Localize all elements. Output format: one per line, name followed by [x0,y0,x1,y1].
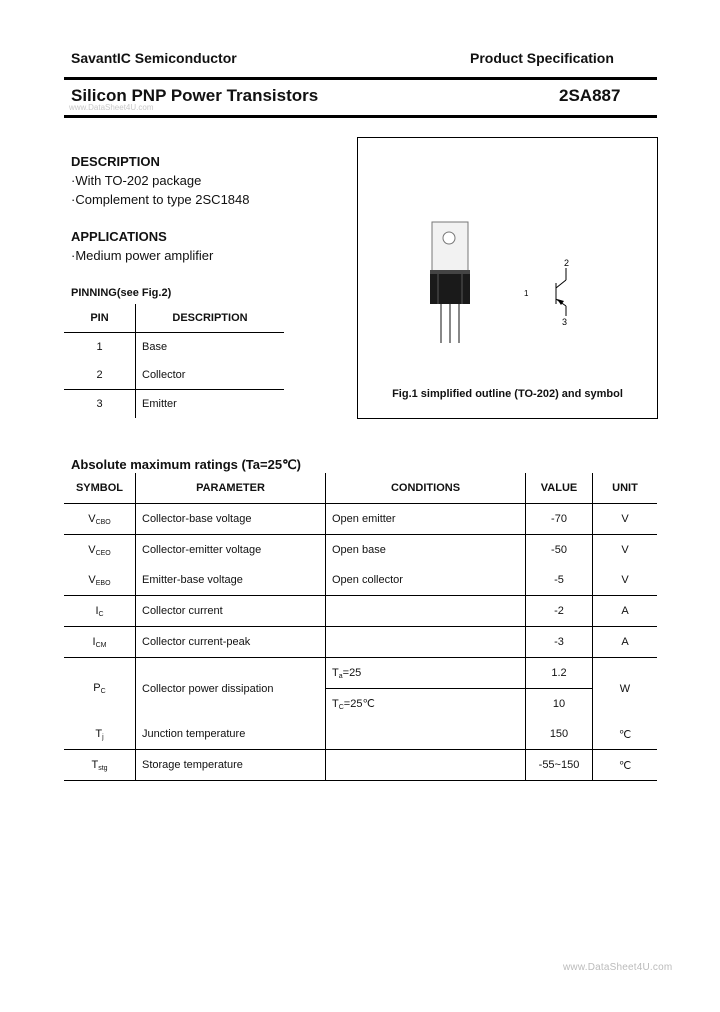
doc-type: Product Specification [470,50,614,66]
table-row [64,535,657,566]
symbol-cell: $V_{EBO}$ [64,565,136,596]
symbol-cell: $I_{CM}$ [64,627,136,658]
parameter-col-header: PARAMETER [136,473,326,504]
unit-cell: V [621,544,629,556]
table-row [64,565,657,596]
conditions-cell: Open emitter [326,504,526,535]
part-number: 2SA887 [559,86,621,105]
parameter-cell: Storage temperature [136,750,326,781]
conditions-cell [326,719,526,750]
description-heading: DESCRIPTION [71,154,160,169]
ratings-table [64,473,657,781]
parameter-cell: Collector-base voltage [136,504,326,535]
ratings-heading: Absolute maximum ratings (Ta=25℃) [71,457,301,472]
unit-cell: W [619,682,631,695]
value-cell: -55~150 [526,750,593,781]
table-row [64,390,284,419]
pinning-table [64,304,284,418]
parameter-cell: Collector current-peak [136,627,326,658]
page-title: Silicon PNP Power Transistors [71,86,319,105]
description-item: ·Complement to type 2SC1848 [71,192,250,207]
symbol-cell: $P_C$ [64,658,136,720]
watermark-footer[interactable]: www.DataSheet4U.com [563,962,673,973]
description-item: ·With TO-202 package [71,173,202,188]
conditions-cell: Open collector [326,565,526,596]
unit-cell: V [621,574,629,586]
conditions-cell: Open base [326,535,526,566]
svg-text:3: 3 [562,317,568,327]
watermark-top[interactable]: www.DataSheet4U.com [69,103,154,112]
pin-number: 1 [64,333,136,362]
table-row [64,504,657,535]
svg-text:1: 1 [524,289,529,298]
conditions-cell [326,627,526,658]
pin-number: 2 [64,361,136,390]
unit-cell: ℃ [618,759,632,772]
symbol-cell: $I_C$ [64,596,136,627]
unit-col-header: UNIT [612,482,638,494]
pin-desc: Emitter [142,398,177,410]
symbol-cell: $T_{stg}$ [64,750,136,781]
value-cell: 1.2 [526,658,593,689]
table-row [64,627,657,658]
svg-text:2: 2 [564,258,570,268]
symbol-col-header: SYMBOL [64,473,136,504]
conditions-col-header: CONDITIONS [326,473,526,504]
unit-cell: V [621,513,629,525]
parameter-cell: Collector-emitter voltage [136,535,326,566]
value-cell: 10 [526,689,593,720]
header-rule [64,77,657,80]
unit-cell: A [621,636,629,648]
applications-heading: APPLICATIONS [71,229,167,244]
pin-number: 3 [64,390,136,419]
unit-cell: ℃ [618,728,632,741]
table-row [64,658,657,689]
conditions-cell: $T_C=25℃$ [326,689,526,720]
symbol-cell: $V_{CEO}$ [64,535,136,566]
figure-caption: Fig.1 simplified outline (TO-202) and symbol [392,388,623,400]
table-row [64,719,657,750]
pin-desc: Base [142,341,168,353]
ratings-header-row [64,473,657,504]
conditions-cell [326,750,526,781]
conditions-cell [326,596,526,627]
value-col-header: VALUE [526,473,593,504]
company-name: SavantIC Semiconductor [71,50,237,66]
applications-item: ·Medium power amplifier [71,248,214,263]
parameter-cell: Emitter-base voltage [136,565,326,596]
value-cell: -2 [526,596,593,627]
desc-col-header: DESCRIPTION [172,312,248,324]
value-cell: -3 [526,627,593,658]
conditions-cell: $T_a=25$ [326,658,526,689]
value-cell: 150 [526,719,593,750]
pin-col-header: PIN [64,304,136,333]
symbol-cell: $V_{CBO}$ [64,504,136,535]
pinning-heading: PINNING(see Fig.2) [71,287,172,299]
parameter-cell: Collector power dissipation [136,658,326,720]
table-row [64,361,284,390]
parameter-cell: Junction temperature [136,719,326,750]
table-row [64,333,284,362]
pnp-transistor-symbol [358,138,657,378]
table-row [64,596,657,627]
unit-cell: A [621,605,629,617]
figure-outline-box [357,137,658,419]
symbol-cell: $T_j$ [64,719,136,750]
title-rule [64,115,657,118]
value-cell: -50 [526,535,593,566]
value-cell: -5 [526,565,593,596]
table-row [64,750,657,781]
parameter-cell: Collector current [136,596,326,627]
value-cell: -70 [526,504,593,535]
pin-desc: Collector [142,369,186,381]
